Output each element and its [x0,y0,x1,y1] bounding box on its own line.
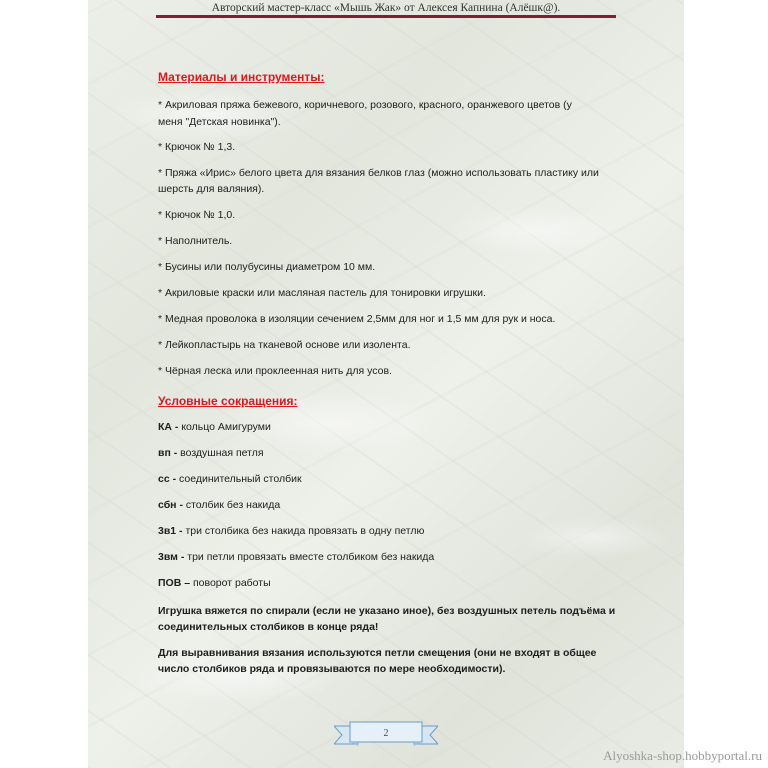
materials-line: * Наполнитель. [158,235,233,247]
abbreviation-term: сбн - [158,499,183,511]
materials-line: * Крючок № 1,0. [158,209,236,221]
abbreviation-term: сс - [158,473,177,485]
materials-line: * Медная проволока в изоляции сечением 2,5мм для ног и 1,5 мм для рук и носа. [158,313,556,325]
abbreviation-item [158,446,264,461]
materials-line: * Бусины или полубусины диаметром 10 мм. [158,261,376,273]
site-watermark: Alyoshka-shop.hobbyportal.ru [603,748,762,763]
abbreviation-definition: воздушная петля [177,447,264,459]
note-line: соединительных столбиков в конце ряда! [158,621,379,633]
abbreviation-item [158,524,424,539]
abbreviation-item [158,472,302,487]
materials-line: * Чёрная леска или проклеенная нить для усов. [158,365,392,377]
materials-line: * Акриловые краски или масляная пастель для тонировки игрушки. [158,287,486,299]
abbreviations-heading: Условные сокращения: [158,394,298,408]
abbreviation-term: вп - [158,447,178,459]
abbreviation-definition: столбик без накида [182,499,281,511]
materials-line: * Крючок № 1,3. [158,141,236,153]
abbreviation-item [158,420,271,435]
page-number-ribbon [334,718,438,755]
abbreviation-item [158,576,271,591]
page-number: 2 [383,728,389,739]
abbreviation-definition: поворот работы [190,577,271,589]
abbreviation-term: 3в1 - [158,525,183,537]
abbreviation-item [158,498,280,513]
note-line: Для выравнивания вязания используются петли смещения (они не входят в общее [158,647,597,659]
abbreviation-definition: кольцо Амигуруми [178,421,271,433]
page-header: Авторский мастер-класс «Мышь Жак» от Алексея Капнина (Алёшк@). [211,2,561,14]
ribbon-banner-icon [334,718,438,750]
materials-line: меня "Детская новинка"). [158,116,281,128]
abbreviation-definition: три столбика без накида провязать в одну петлю [182,525,425,537]
abbreviation-term: КА - [158,421,179,433]
materials-heading: Материалы и инструменты: [158,70,325,84]
abbreviation-item [158,550,434,565]
document-page [88,0,684,768]
abbreviation-definition: соединительный столбик [176,473,302,485]
abbreviation-definition: три петли провязать вместе столбиком без накида [184,551,435,563]
materials-line: * Лейкопластырь на тканевой основе или изолента. [158,339,411,351]
abbreviation-term: 3вм - [158,551,185,563]
materials-line: * Пряжа «Ирис» белого цвета для вязания белков глаз (можно использовать пластику или [158,167,599,179]
header-divider [156,15,616,18]
materials-line: * Акриловая пряжа бежевого, коричневого, розового, красного, оранжевого цветов (у [158,99,572,111]
abbreviation-term: ПОВ – [158,577,191,589]
materials-line: шерсть для валяния). [158,183,265,195]
note-line: число столбиков ряда и провязываются по мере необходимости). [158,663,506,675]
note-line: Игрушка вяжется по спирали (если не указано иное), без воздушных петель подъёма и [158,605,616,617]
